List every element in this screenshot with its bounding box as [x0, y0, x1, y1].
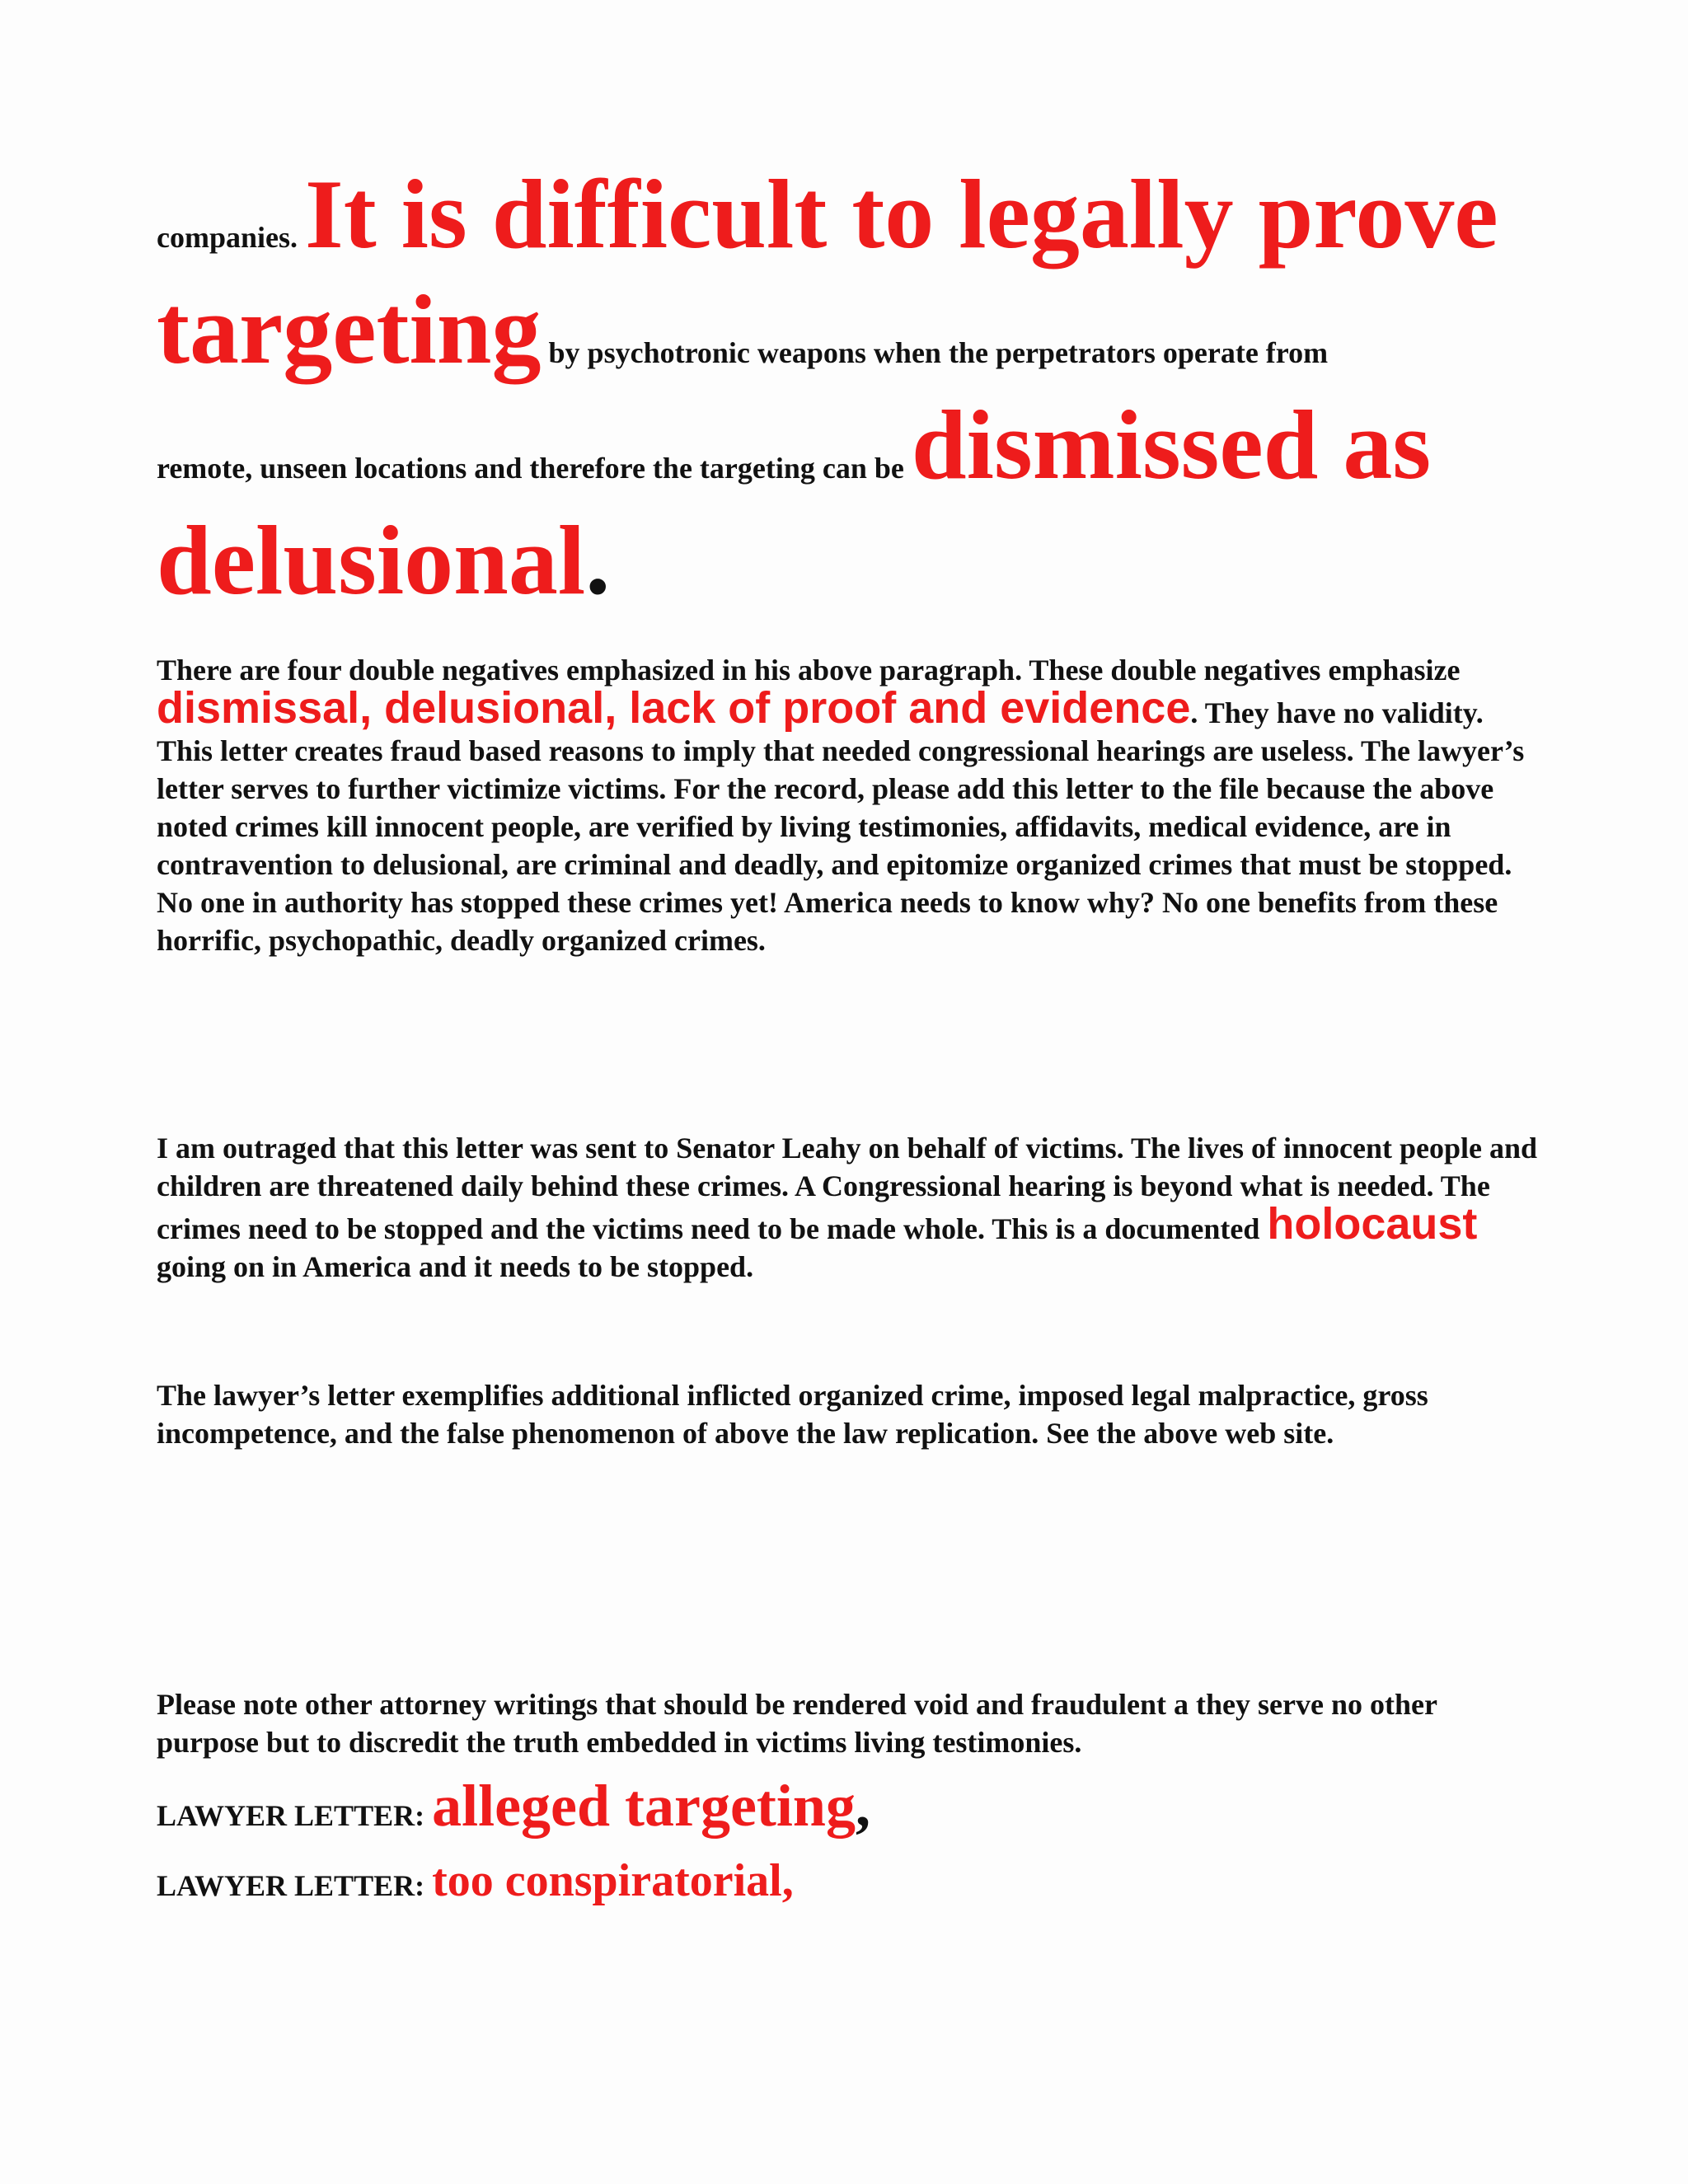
heading-end: .: [585, 505, 611, 615]
heading-pre: companies.: [157, 221, 305, 254]
lawyer-letter-label: LAWYER LETTER:: [157, 1799, 433, 1832]
heading-red-3: dismissed as: [911, 390, 1432, 499]
lawyer-letter-line-1: [157, 1772, 1541, 1840]
para1-text-a: There are four double negatives emphasized in his above paragraph. These double negatives emphasize: [157, 654, 1461, 687]
heading-line-4: [157, 503, 1541, 618]
lawyer-letter-line-2: [157, 1854, 1541, 1907]
paragraph-double-negatives: [157, 651, 1541, 959]
heading-red-2: targeting: [157, 274, 542, 384]
para1-red: dismissal, delusional, lack of proof and evidence: [157, 683, 1191, 733]
para2-red: holocaust: [1267, 1199, 1478, 1249]
paragraph-lawyer-letter: The lawyer’s letter exemplifies additional inflicted organized crime, imposed legal malpractice, gross incompetence, and the false phenomenon of above the law replication. See the above web site.: [157, 1379, 1428, 1450]
lawyer-letter-red: too conspiratorial,: [432, 1855, 794, 1906]
heading-line-1: [157, 157, 1541, 272]
paragraph-outraged: [157, 1129, 1541, 1286]
heading-line3-text: remote, unseen locations and therefore the targeting can be: [157, 452, 912, 485]
lawyer-letter-red: alleged targeting: [432, 1773, 856, 1839]
heading-line-2: [157, 272, 1541, 387]
heading-red-1: It is difficult to legally prove: [305, 159, 1498, 269]
heading-line-3: [157, 387, 1541, 503]
para2-text-b: going on in America and it needs to be stopped.: [157, 1250, 754, 1283]
lawyer-letter-label: LAWYER LETTER:: [157, 1869, 433, 1902]
para1-text-b: . They have no validity. This letter creates fraud based reasons to imply that needed congressional hearings are useless. The lawyer’s letter serves to further victimize victims. For the record, please add this letter to the file because the above noted crimes kill innocent people, are verified by living testimonies, affidavits, medical evidence, are in contravention to delusional, are criminal and deadly, and epitomize organized crimes that must be stopped. No one in authority has stopped these crimes yet! America needs to know why? No one benefits from these horrific, psychopathic, deadly organized crimes.: [157, 696, 1525, 957]
para2-text-a: I am outraged that this letter was sent to Senator Leahy on behalf of victims. The lives of innocent people and children are threatened daily behind these crimes. A Congressional hearing is beyond what is needed. The crimes need to be stopped and the victims need to be made whole. This is a documented: [157, 1132, 1538, 1245]
lawyer-letter-end: ,: [855, 1773, 870, 1839]
heading-mid: by psychotronic weapons when the perpetrators operate from: [541, 336, 1329, 369]
heading-red-4: delusional: [157, 505, 586, 615]
paragraph-attorney-writings: Please note other attorney writings that should be rendered void and fraudulent a they serve no other purpose but to discredit the truth embedded in victims living testimonies.: [157, 1688, 1437, 1759]
